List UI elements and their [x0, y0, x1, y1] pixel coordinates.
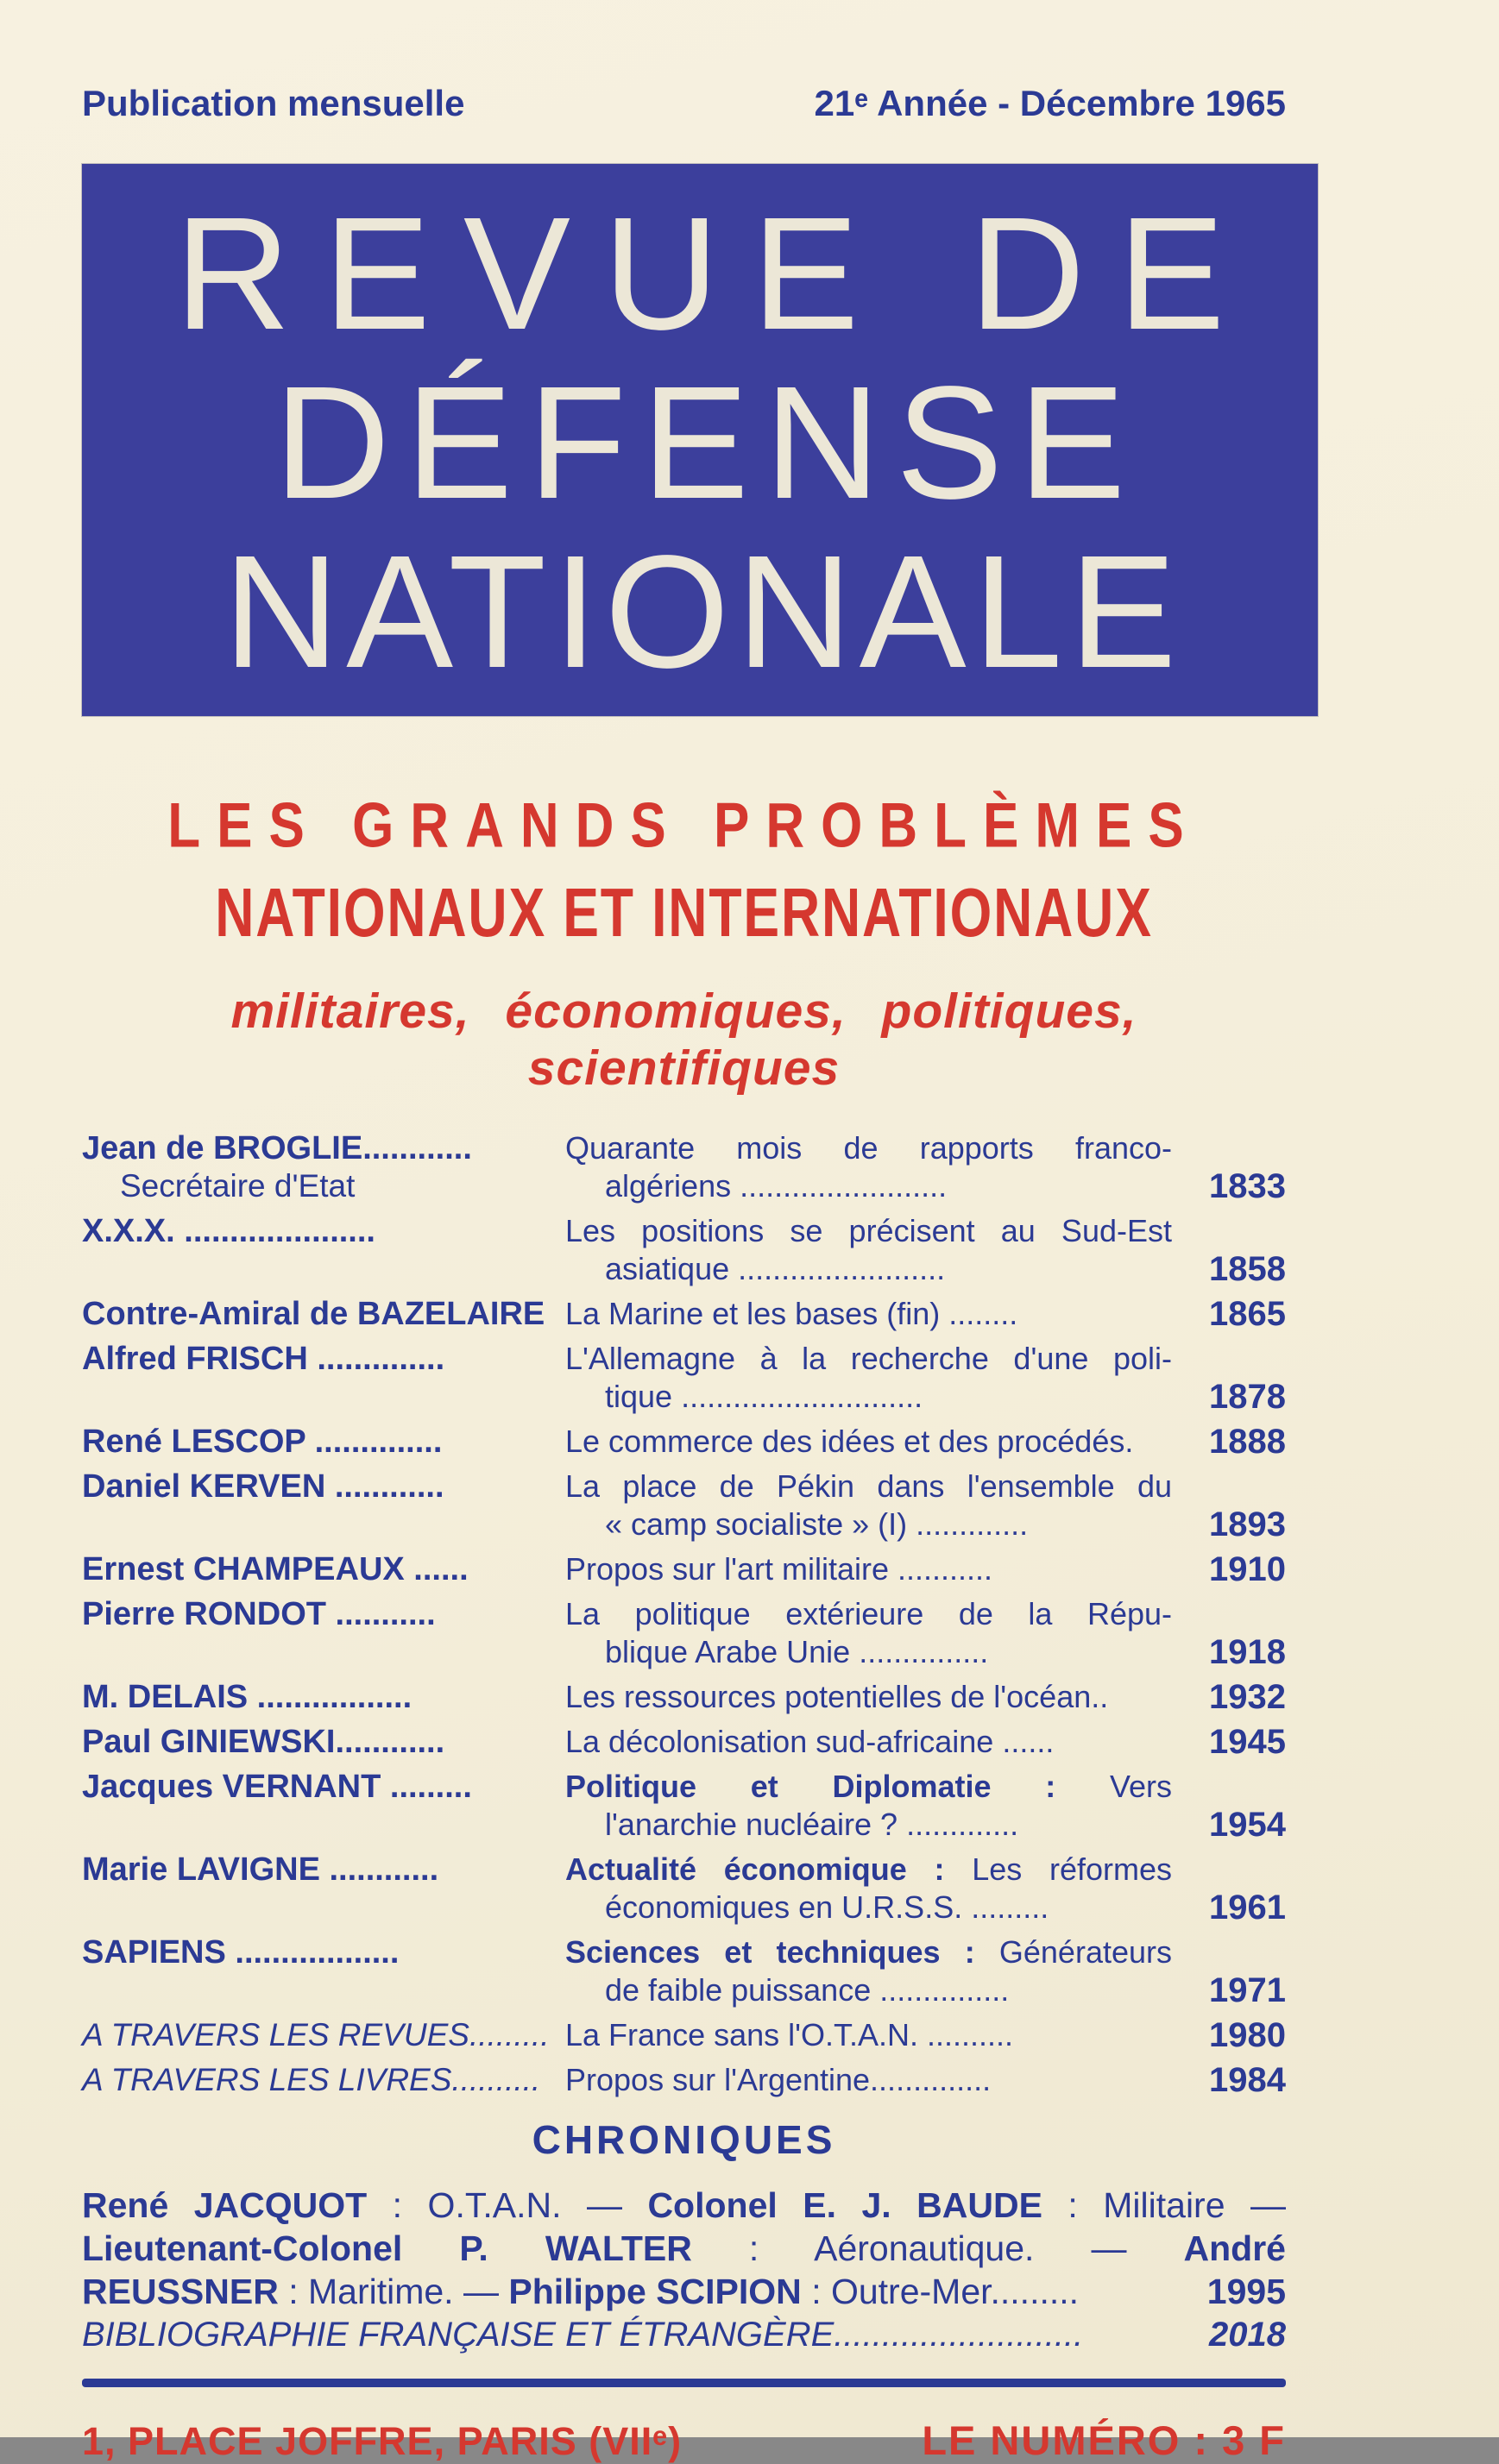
chroniques-line-text	[82, 2184, 1286, 2227]
text-segment: Colonel E. J. BAUDE	[647, 2185, 1042, 2225]
chroniques-line-text	[82, 2270, 1172, 2313]
text-segment: économiques en U.R.S.S. .........	[605, 1889, 1049, 1925]
toc-row	[82, 2061, 1286, 2099]
text-segment: Propos sur l'art militaire ...........	[565, 1551, 992, 1587]
toc-title-line	[565, 1933, 1172, 1971]
toc-author-name: Jean de BROGLIE............	[82, 1130, 472, 1166]
text-segment: Quarante mois de rapports franco-	[565, 1130, 1172, 1166]
toc-title-line	[565, 1768, 1172, 1806]
toc-row	[82, 1678, 1286, 1716]
toc-author	[82, 1933, 565, 2009]
toc-title	[565, 1678, 1172, 1716]
toc-author	[82, 1212, 565, 1288]
toc-row	[82, 1423, 1286, 1461]
text-segment: La France sans l'O.T.A.N. ..........	[565, 2017, 1014, 2052]
toc-row	[82, 1468, 1286, 1543]
toc-author-name: Jacques VERNANT .........	[82, 1769, 472, 1805]
chroniques-line	[82, 2313, 1286, 2356]
toc-page-number: 1878	[1209, 1378, 1286, 1416]
toc-author-name: René LESCOP ..............	[82, 1424, 443, 1460]
toc-author-name: X.X.X. .....................	[82, 1213, 375, 1249]
toc-title-line	[565, 1340, 1172, 1378]
text-segment: « camp socialiste » (I) .............	[605, 1506, 1029, 1542]
text-segment: Actualité économique :	[565, 1851, 945, 1887]
toc-title-line	[565, 1250, 1172, 1288]
toc-row	[82, 1212, 1286, 1288]
toc-author	[82, 1851, 565, 1927]
toc-title	[565, 1851, 1172, 1927]
text-segment: de faible puissance ...............	[605, 1972, 1010, 2008]
toc-title-line	[565, 1129, 1172, 1167]
toc-title-line	[565, 1723, 1172, 1761]
toc-author-name: Ernest CHAMPEAUX ......	[82, 1551, 469, 1587]
toc-title	[565, 1468, 1172, 1543]
toc-page-number: 1865	[1209, 1295, 1286, 1333]
toc-title-line	[565, 1167, 1172, 1205]
toc-author	[82, 2061, 565, 2099]
text-segment: La politique extérieure de la Répu-	[565, 1596, 1172, 1631]
toc-title-line	[565, 1468, 1172, 1505]
text-segment: asiatique ........................	[605, 1251, 946, 1286]
chroniques-line-text	[82, 2313, 1172, 2356]
toc-author	[82, 1595, 565, 1671]
text-segment: La place de Pékin dans l'ensemble du	[565, 1468, 1172, 1504]
toc-author	[82, 1723, 565, 1761]
toc-page-number: 1961	[1209, 1889, 1286, 1927]
footer-address: 1, PLACE JOFFRE, PARIS (VIIᵉ)	[82, 2419, 683, 2463]
toc-author-name: A TRAVERS LES LIVRES..........	[82, 2062, 541, 2097]
toc-page-number: 1910	[1209, 1550, 1286, 1588]
text-segment: Les positions se précisent au Sud-Est	[565, 1213, 1172, 1248]
toc-title-line	[565, 1505, 1172, 1543]
toc-page-number: 1833	[1209, 1167, 1286, 1205]
toc-author	[82, 1550, 565, 1588]
toc-author-name: Daniel KERVEN ............	[82, 1468, 444, 1505]
tagline-line-1: LES GRANDS PROBLÈMES	[167, 790, 1200, 862]
toc-title-line	[565, 1550, 1172, 1588]
toc-title-line	[565, 2016, 1172, 2054]
toc-page-number: 1954	[1209, 1806, 1286, 1844]
text-segment: BIBLIOGRAPHIE FRANÇAISE ET ÉTRANGÈRE..........................	[82, 2316, 1084, 2354]
toc-author-name: Marie LAVIGNE ............	[82, 1851, 439, 1888]
toc-page-number: 1980	[1209, 2016, 1286, 2054]
toc-page-number: 1918	[1209, 1633, 1286, 1671]
toc-author-name: Pierre RONDOT ...........	[82, 1596, 436, 1632]
toc-title-line	[565, 1971, 1172, 2009]
publication-frequency: Publication mensuelle	[82, 83, 465, 123]
masthead-line-1: REVUE DE	[174, 185, 1258, 363]
toc-title	[565, 1423, 1172, 1461]
text-segment: : O.T.A.N. —	[367, 2185, 648, 2225]
toc-row	[82, 2016, 1286, 2054]
toc-author-name: Alfred FRISCH ..............	[82, 1341, 445, 1377]
masthead-line-2: DÉFENSE	[274, 354, 1142, 532]
footer-row	[82, 2417, 1286, 2464]
toc-author	[82, 1768, 565, 1844]
toc-page-number: 1971	[1209, 1971, 1286, 2009]
text-segment: : Outre-Mer.........	[801, 2272, 1080, 2311]
toc-title-line	[565, 1423, 1172, 1461]
text-segment: Philippe SCIPION	[508, 2272, 802, 2311]
chroniques-line	[82, 2227, 1286, 2270]
toc-title-line	[565, 1806, 1172, 1844]
text-segment: Politique et Diplomatie :	[565, 1769, 1056, 1804]
toc-title	[565, 2016, 1172, 2054]
toc-row	[82, 1595, 1286, 1671]
masthead	[82, 164, 1318, 716]
toc-title	[565, 1723, 1172, 1761]
toc-author	[82, 1468, 565, 1543]
text-segment: La décolonisation sud-africaine ......	[565, 1724, 1055, 1759]
toc-page-number: 1932	[1209, 1678, 1286, 1716]
toc-author-name: M. DELAIS .................	[82, 1679, 413, 1715]
toc-title	[565, 1340, 1172, 1416]
chroniques-line	[82, 2270, 1286, 2313]
text-segment: REUSSNER	[82, 2272, 279, 2311]
text-segment: Vers	[1055, 1769, 1172, 1804]
toc-row	[82, 1723, 1286, 1761]
toc-page-number: 1893	[1209, 1505, 1286, 1543]
toc-title	[565, 2061, 1172, 2099]
toc-title	[565, 1768, 1172, 1844]
toc-title-line	[565, 1212, 1172, 1250]
text-segment: La Marine et les bases (fin) ........	[565, 1296, 1018, 1331]
text-segment: L'Allemagne à la recherche d'une poli-	[565, 1341, 1172, 1376]
tagline-line-2: NATIONAUX ET INTERNATIONAUX	[215, 874, 1153, 952]
text-segment: tique ............................	[605, 1379, 923, 1414]
text-segment: : Aéronautique. —	[691, 2228, 1184, 2268]
toc-title	[565, 1212, 1172, 1288]
toc-author	[82, 1129, 565, 1205]
toc-author	[82, 2016, 565, 2054]
chroniques-line-text	[82, 2227, 1286, 2270]
chroniques-line	[82, 2184, 1286, 2227]
chroniques-heading: CHRONIQUES	[532, 2117, 836, 2162]
chroniques-page-number: 1995	[1206, 2272, 1286, 2311]
toc-title	[565, 1595, 1172, 1671]
text-segment: André	[1183, 2228, 1286, 2268]
text-segment: l'anarchie nucléaire ? .............	[605, 1807, 1019, 1842]
toc-title-line	[565, 2061, 1172, 2099]
toc-row	[82, 1295, 1286, 1333]
toc-page-number: 1858	[1209, 1250, 1286, 1288]
text-segment: : Maritime. —	[278, 2272, 509, 2311]
toc-author	[82, 1340, 565, 1416]
footer-divider-rule	[82, 2379, 1286, 2387]
toc-author-subtitle: Secrétaire d'Etat	[120, 1168, 356, 1204]
text-segment: Sciences et techniques :	[565, 1934, 975, 1970]
toc-title-line	[565, 1378, 1172, 1416]
toc-title-line	[565, 1595, 1172, 1633]
tagline-line-3: militaires, économiques, politiques, scientifiques	[230, 984, 1137, 1096]
toc-row	[82, 1851, 1286, 1927]
toc-page-number: 1945	[1209, 1723, 1286, 1761]
text-segment: Lieutenant-Colonel P. WALTER	[82, 2228, 692, 2268]
toc-title	[565, 1295, 1172, 1333]
chroniques-page-number: 2018	[1209, 2316, 1286, 2354]
text-segment: Les réformes	[944, 1851, 1172, 1887]
toc-author	[82, 1678, 565, 1716]
text-segment: Générateurs	[974, 1934, 1172, 1970]
toc-author-name: Contre-Amiral de BAZELAIRE	[82, 1296, 545, 1332]
masthead-line-3: NATIONALE	[223, 523, 1184, 701]
chroniques-list	[82, 2184, 1286, 2356]
toc-row	[82, 1768, 1286, 1844]
toc-title-line	[565, 1678, 1172, 1716]
text-segment: Le commerce des idées et des procédés.	[565, 1424, 1134, 1459]
text-segment: : Militaire —	[1042, 2185, 1286, 2225]
toc-author-name: A TRAVERS LES REVUES.........	[82, 2017, 550, 2052]
toc-row	[82, 1129, 1286, 1205]
toc-author	[82, 1295, 565, 1333]
footer-price: LE NUMÉRO : 3 F	[922, 2417, 1286, 2463]
toc-row	[82, 1340, 1286, 1416]
toc-title-line	[565, 1851, 1172, 1889]
toc-title	[565, 1550, 1172, 1588]
toc-title	[565, 1933, 1172, 2009]
text-segment: Les ressources potentielles de l'océan..	[565, 1679, 1109, 1714]
toc-title-line	[565, 1889, 1172, 1927]
top-meta-row	[82, 83, 1286, 124]
text-segment: René JACQUOT	[82, 2185, 368, 2225]
toc-title-line	[565, 1633, 1172, 1671]
toc-row	[82, 1550, 1286, 1588]
toc-title-line	[565, 1295, 1172, 1333]
table-of-contents	[82, 1129, 1286, 2099]
toc-author-name: Paul GINIEWSKI............	[82, 1724, 445, 1760]
toc-author	[82, 1423, 565, 1461]
toc-row	[82, 1933, 1286, 2009]
toc-author-name: SAPIENS ..................	[82, 1934, 400, 1971]
text-segment: blique Arabe Unie ...............	[605, 1634, 989, 1669]
issue-date: 21ᵉ Année - Décembre 1965	[814, 83, 1286, 123]
toc-page-number: 1984	[1209, 2061, 1286, 2099]
text-segment: Propos sur l'Argentine..............	[565, 2062, 992, 2097]
toc-page-number: 1888	[1209, 1423, 1286, 1461]
toc-title	[565, 1129, 1172, 1205]
text-segment: algériens ........................	[605, 1168, 948, 1204]
